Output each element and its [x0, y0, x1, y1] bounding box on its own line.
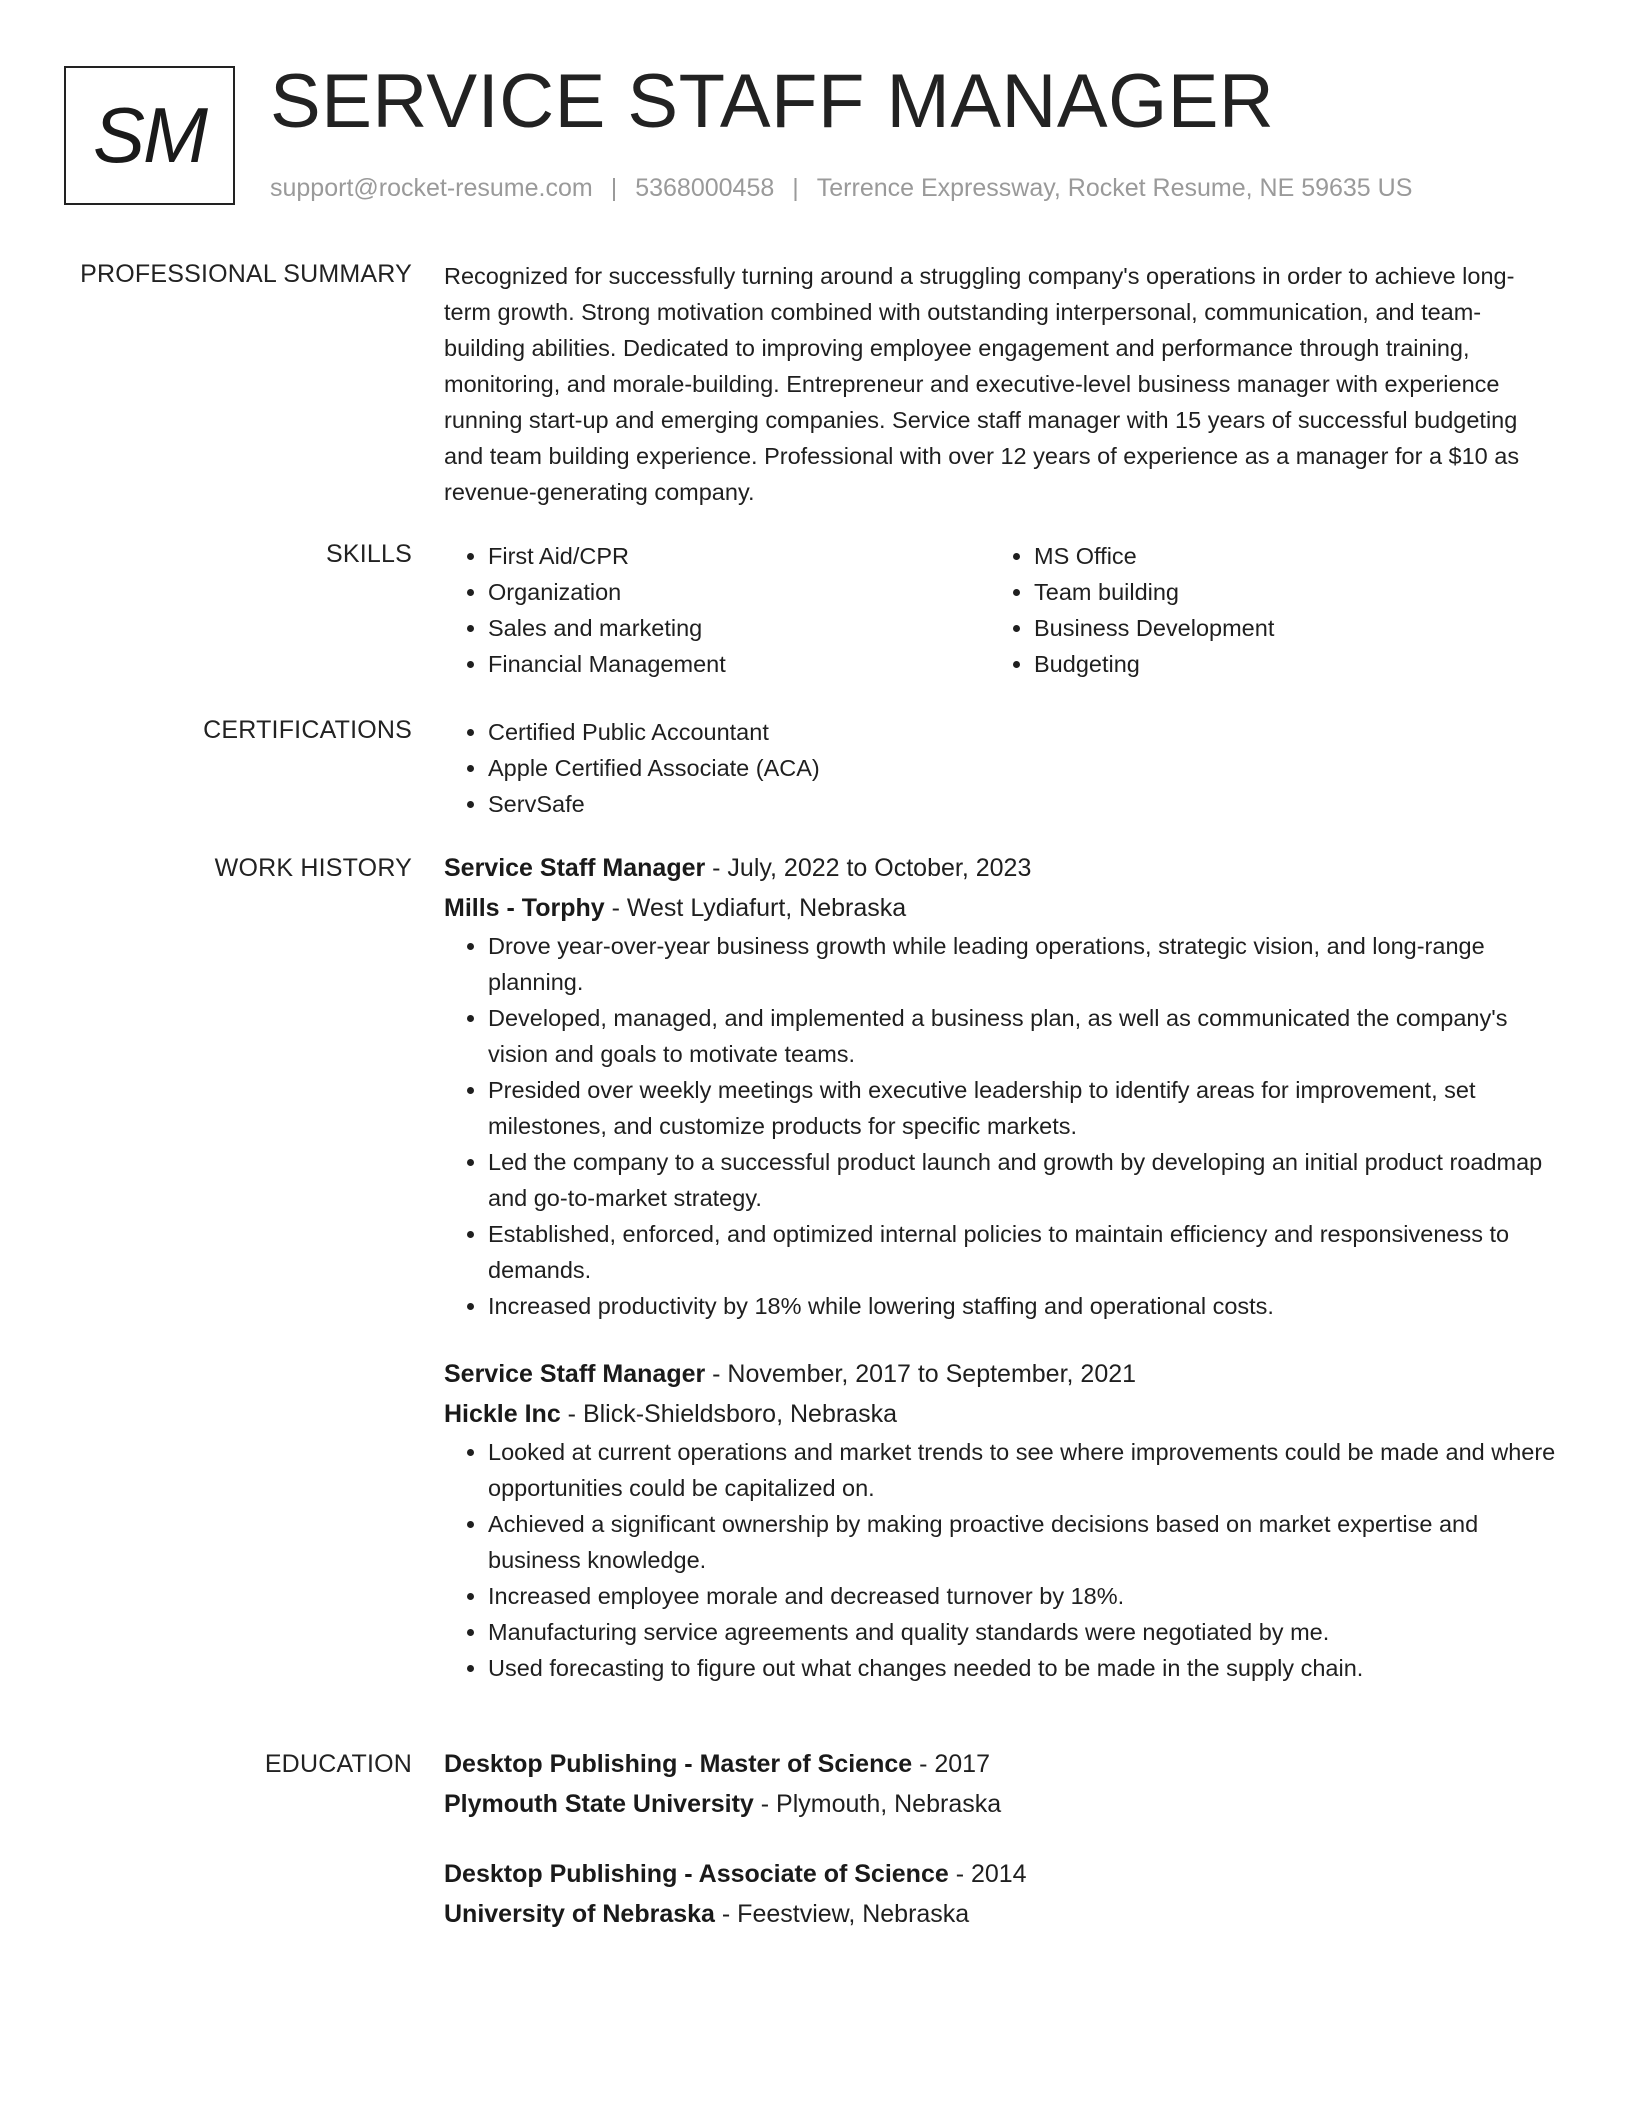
job-bullet: • Developed, managed, and implemented a business plan, as well as communicated the company's vision and goals to motivate teams. — [488, 1000, 1556, 1072]
education-year: - 2014 — [948, 1860, 1027, 1888]
certifications-list — [444, 714, 1556, 822]
job-bullet: • Led the company to a successful product launch and growth by developing an initial product roadmap and go-to-market strategy. — [488, 1144, 1556, 1216]
contact-separator: | — [792, 174, 799, 202]
monogram-badge: SM — [64, 66, 235, 205]
job-bullets — [444, 1434, 1556, 1686]
education-entry — [444, 1744, 1556, 1824]
section-body — [444, 1744, 1556, 1934]
contact-separator: | — [610, 174, 618, 202]
job-bullet: • Manufacturing service agreements and quality standards were negotiated by me. — [488, 1614, 1556, 1650]
job-bullet: • Increased productivity by 18% while lowering staffing and operational costs. — [488, 1288, 1556, 1324]
job-bullet: • Achieved a significant ownership by making proactive decisions based on market expertise and business knowledge. — [488, 1506, 1556, 1578]
skill-item: • First Aid/CPR — [488, 538, 990, 574]
section-body — [444, 258, 1556, 510]
contact-line — [270, 172, 1412, 204]
certification-item: • ServSafe — [488, 786, 1556, 822]
job-role-line — [444, 848, 1556, 888]
skills-columns — [444, 538, 1556, 682]
contact-email[interactable]: support@rocket-resume.com — [270, 174, 593, 202]
section-title: WORK HISTORY — [214, 854, 412, 882]
skill-item: • Budgeting — [1034, 646, 1536, 682]
contact-phone[interactable]: 5368000458 — [635, 174, 775, 202]
job-location: - West Lydiafurt, Nebraska — [604, 894, 907, 922]
section-title: SKILLS — [326, 540, 412, 568]
education-school: University of Nebraska — [444, 1900, 715, 1928]
job-company-line — [444, 1394, 1556, 1434]
section-body — [444, 714, 1556, 822]
job-role: Service Staff Manager — [444, 1360, 706, 1388]
education-school: Plymouth State University — [444, 1790, 754, 1818]
skills-column-left — [444, 538, 990, 682]
education-location: - Feestview, Nebraska — [714, 1900, 970, 1928]
candidate-title: SERVICE STAFF MANAGER — [270, 59, 1275, 144]
contact-address: Terrence Expressway, Rocket Resume, NE 59635 US — [816, 174, 1413, 202]
summary-text: Recognized for successfully turning around a struggling company's operations in order to achieve long-term growth. Strong motivation combined with outstanding interpersonal, communication, and team-building abilities. Dedicated to improving employee engagement and performance through training, monitoring, and morale-building. Entrepreneur and executive-level business manager with experience running start-up and emerging companies. Service staff manager with 15 years of successful budgeting and team building experience. Professional with over 12 years of experience as a manager for a $10 as revenue-generating company. — [444, 263, 1520, 505]
skills-list — [444, 538, 990, 682]
education-degree: Desktop Publishing - Master of Science — [444, 1750, 913, 1778]
section-title: CERTIFICATIONS — [203, 716, 412, 744]
job-dates: - July, 2022 to October, 2023 — [705, 854, 1032, 882]
skill-item: • Organization — [488, 574, 990, 610]
skill-item: • Business Development — [1034, 610, 1536, 646]
job-bullets — [444, 928, 1556, 1324]
skill-item: • Sales and marketing — [488, 610, 990, 646]
education-entry — [444, 1854, 1556, 1934]
skill-item: • Financial Management — [488, 646, 990, 682]
job-company: Hickle Inc — [444, 1400, 561, 1428]
education-degree: Desktop Publishing - Associate of Science — [444, 1860, 949, 1888]
skills-list — [990, 538, 1536, 682]
job-bullet: • Established, enforced, and optimized internal policies to maintain efficiency and responsiveness to demands. — [488, 1216, 1556, 1288]
section-title: EDUCATION — [264, 1750, 412, 1778]
education-degree-line — [444, 1744, 1556, 1784]
job-bullet: • Used forecasting to figure out what changes needed to be made in the supply chain. — [488, 1650, 1556, 1686]
job-bullet: • Increased employee morale and decreased turnover by 18%. — [488, 1578, 1556, 1614]
job-entry — [444, 1354, 1556, 1686]
job-dates: - November, 2017 to September, 2021 — [705, 1360, 1137, 1388]
education-degree-line — [444, 1854, 1556, 1894]
job-bullet: • Drove year-over-year business growth while leading operations, strategic vision, and long-range planning. — [488, 928, 1556, 1000]
job-bullet: • Presided over weekly meetings with executive leadership to identify areas for improvement, set milestones, and customize products for specific markets. — [488, 1072, 1556, 1144]
section-body — [444, 538, 1556, 682]
education-school-line — [444, 1784, 1556, 1824]
job-entry — [444, 848, 1556, 1324]
education-year: - 2017 — [912, 1750, 990, 1778]
education-location: - Plymouth, Nebraska — [753, 1790, 1002, 1818]
education-school-line — [444, 1894, 1556, 1934]
section-title: PROFESSIONAL SUMMARY — [80, 260, 412, 288]
certification-item: • Apple Certified Associate (ACA) — [488, 750, 1556, 786]
skills-column-right — [990, 538, 1536, 682]
job-bullet: • Looked at current operations and market trends to see where improvements could be made and where opportunities could be capitalized on. — [488, 1434, 1556, 1506]
section-body — [444, 848, 1556, 1686]
job-role: Service Staff Manager — [444, 854, 706, 882]
skill-item: • Team building — [1034, 574, 1536, 610]
skill-item: • MS Office — [1034, 538, 1536, 574]
job-location: - Blick-Shieldsboro, Nebraska — [560, 1400, 897, 1428]
job-role-line — [444, 1354, 1556, 1394]
job-company-line — [444, 888, 1556, 928]
job-company: Mills - Torphy — [444, 894, 605, 922]
certification-item: • Certified Public Accountant — [488, 714, 1556, 750]
